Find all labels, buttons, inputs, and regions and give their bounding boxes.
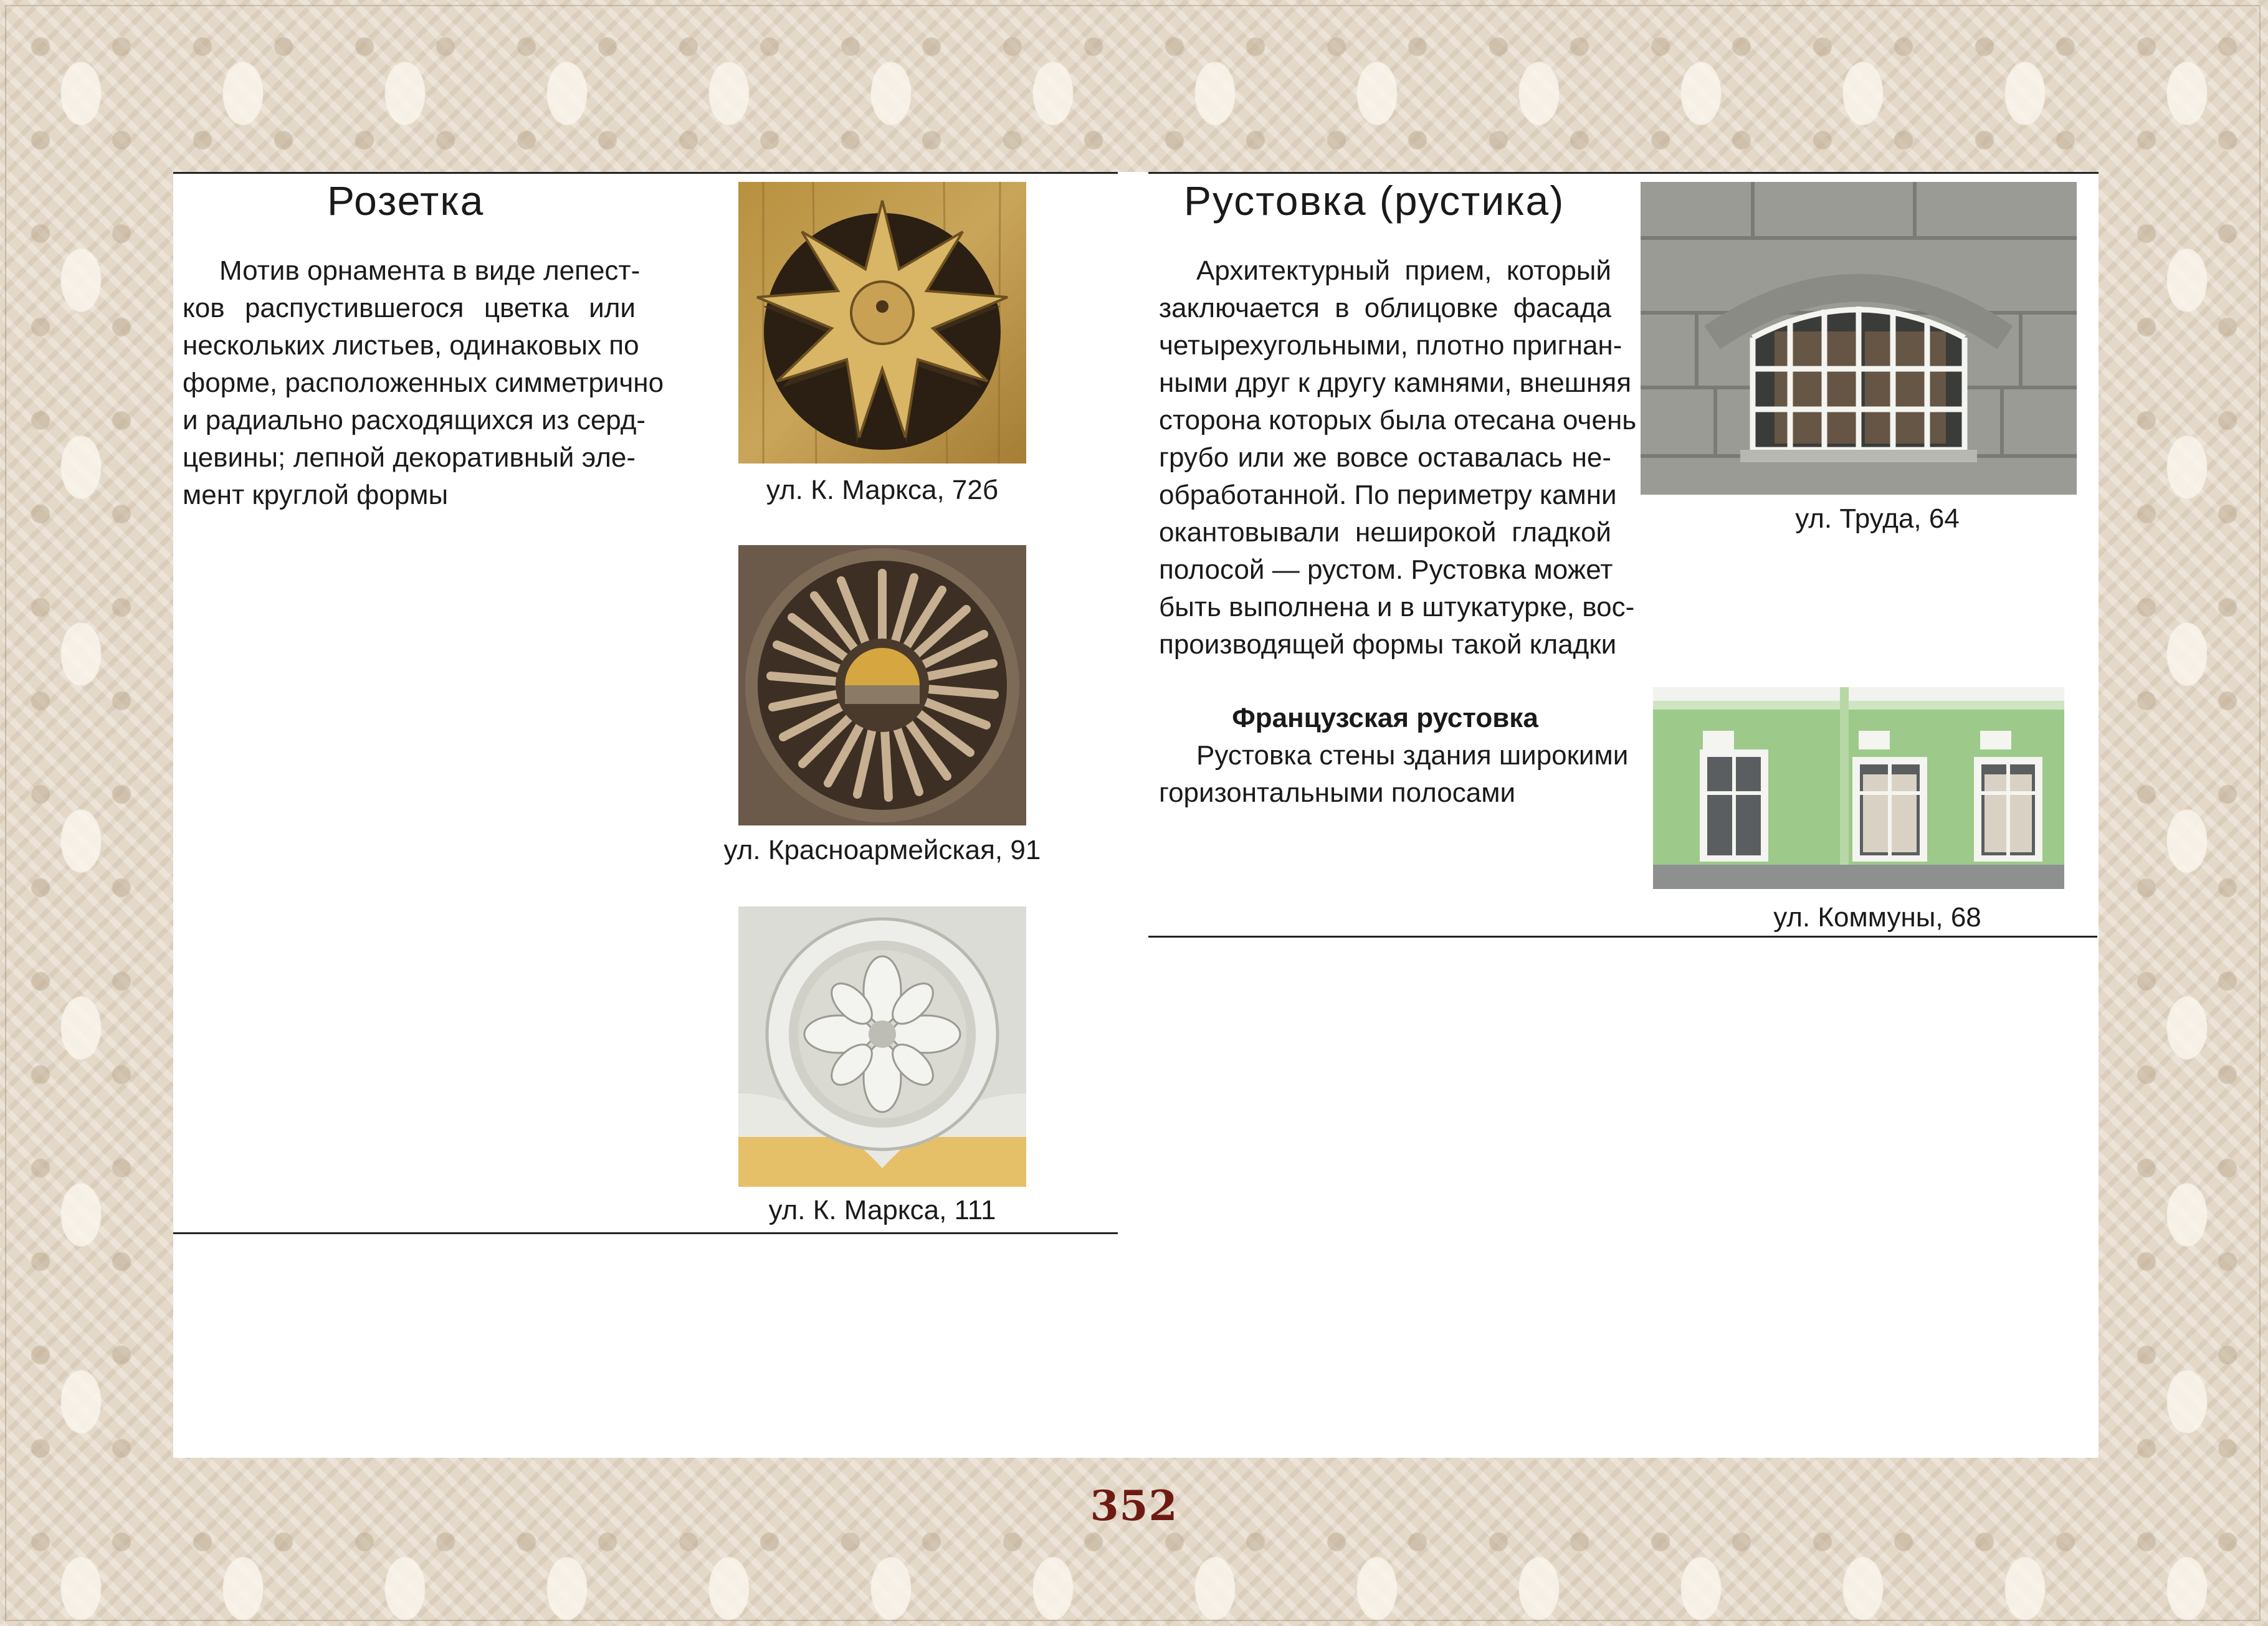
text-line: форме, расположенных симметрично xyxy=(183,368,664,398)
text-line: ными друг к другу камнями, внешняя xyxy=(1159,368,1632,398)
text-line: цевины; лепной декоративный эле- xyxy=(183,442,636,473)
text-line: обработанной. По периметру камни xyxy=(1159,480,1617,510)
right-bottom-rule xyxy=(1148,936,2097,938)
section-title-rozetka: Розетка xyxy=(327,178,485,224)
carved-wood-star-rosette-icon xyxy=(738,182,1026,464)
text-line: и радиально расходящихся из серд- xyxy=(183,405,646,435)
stucco-floral-rosette-icon xyxy=(738,906,1026,1187)
photo-caption: ул. К. Маркса, 72б xyxy=(766,475,999,505)
text-line: заключается в облицовке фасада xyxy=(1159,293,1611,323)
text-line: Мотив орнамента в виде лепест- xyxy=(219,255,641,286)
text-line: нескольких листьев, одинаковых по xyxy=(183,330,639,361)
photo-caption: ул. Коммуны, 68 xyxy=(1773,902,1981,933)
photo-caption: ул. К. Маркса, 111 xyxy=(768,1195,996,1225)
photo-caption: ул. Труда, 64 xyxy=(1795,503,1960,534)
photo-caption: ул. Красноармейская, 91 xyxy=(723,835,1041,865)
green-facade-windows-icon xyxy=(1653,687,2064,889)
text-line: грубо или же вовсе оставалась не- xyxy=(1159,442,1611,473)
text-line: горизонтальными полосами xyxy=(1159,777,1516,808)
text-line: производящей формы такой кладки xyxy=(1159,629,1617,660)
text-line: сторона которых была отесана очень xyxy=(1159,405,1637,435)
text-line: ков распустившегося цветка или xyxy=(183,293,636,323)
carved-wood-sunburst-rosette-icon xyxy=(738,545,1026,825)
text-line: полосой — рустом. Рустовка может xyxy=(1159,554,1613,585)
section-title-rustovka: Рустовка (рустика) xyxy=(1184,178,1565,224)
text-line: окантовывали неширокой гладкой xyxy=(1159,517,1611,548)
page-number: 352 xyxy=(1090,1481,1178,1530)
left-top-rule xyxy=(173,172,1118,174)
text-line: быть выполнена и в штукатурке, вос- xyxy=(1159,592,1635,622)
text-line: Архитектурный прием, который xyxy=(1196,255,1611,286)
text-line: мент круглой формы xyxy=(183,480,449,510)
subsection-title-french-rustovka: Французская рустовка xyxy=(1232,703,1538,733)
left-bottom-rule xyxy=(173,1232,1118,1234)
text-line: четырехугольными, плотно пригнан- xyxy=(1159,330,1622,361)
text-line: Рустовка стены здания широкими xyxy=(1196,740,1629,771)
rusticated-wall-window-icon xyxy=(1641,182,2077,495)
right-top-rule xyxy=(1148,172,2099,174)
